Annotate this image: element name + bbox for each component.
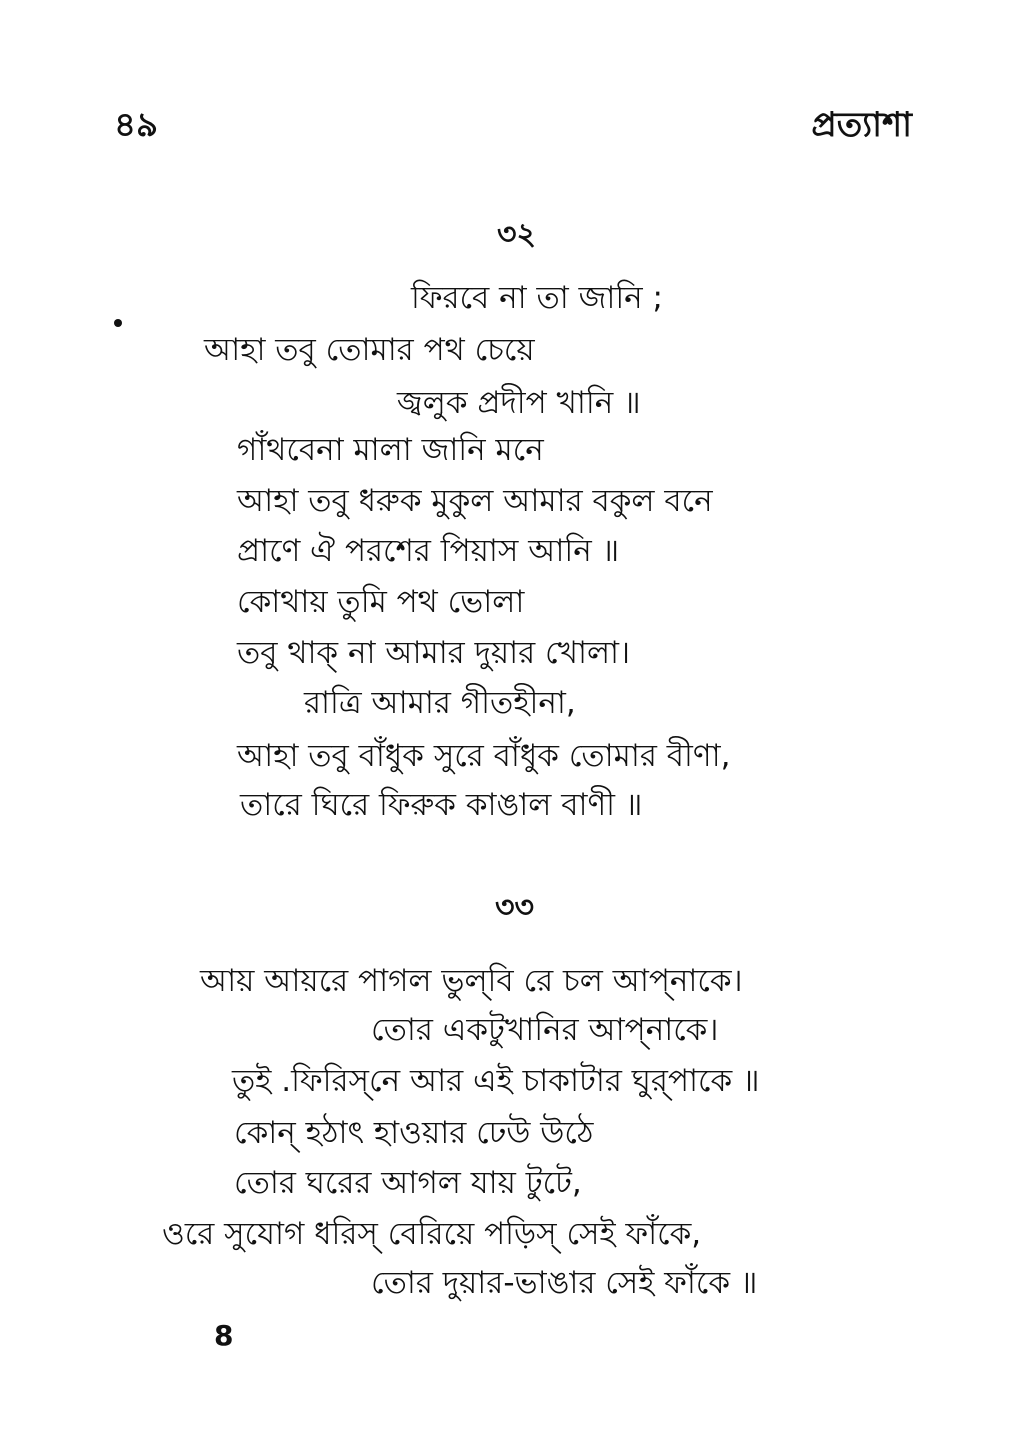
margin-dot (114, 319, 122, 327)
verse-line: তারে ঘিরে ফিরুক কাঙাল বাণী ॥ (240, 787, 643, 823)
verse-line: আহা তবু তোমার পথ চেয়ে (204, 332, 535, 368)
running-title: প্রত্যাশা (811, 105, 912, 145)
verse-line: তোর ঘরের আগল যায় টুটে, (234, 1165, 582, 1201)
verse-line: কোন্‌ হঠাৎ হাওয়ার ঢেউ উঠে (234, 1115, 594, 1151)
verse-line: কোথায় তুমি পথ ভোলা (237, 584, 525, 620)
verse-line: তবু থাক্‌ না আমার দুয়ার খোলা। (237, 635, 631, 671)
signature-mark: 8 (214, 1319, 234, 1352)
verse-line: আহা তবু বাঁধুক সুরে বাঁধুক তোমার বীণা, (237, 738, 731, 774)
page-number: ৪৯ (114, 105, 159, 145)
verse-line: ফিরবে না তা জানি ; (411, 280, 663, 316)
verse-line: তোর একটুখানির আপ্‌নাকে। (371, 1012, 719, 1048)
verse-line: আয় আয়রে পাগল ভুল্‌বি রে চল আপ্‌নাকে। (200, 963, 743, 999)
verse-line: গাঁথবেনা মালা জানি মনে (237, 432, 544, 468)
verse-line: তোর দুয়ার-ভাঙার সেই ফাঁকে ॥ (371, 1265, 758, 1301)
verse-line: তুই .ফিরিস্‌নে আর এই চাকাটার ঘুর্‌পাকে ॥ (232, 1063, 760, 1099)
verse-line: জ্বলুক প্রদীপ খানি ॥ (397, 385, 641, 421)
verse-line: প্রাণে ঐ পরশের পিয়াস আনি ॥ (237, 533, 620, 569)
verse-line: রাত্রি আমার গীতহীনা, (304, 685, 576, 721)
song-number: ৩২ (497, 217, 537, 252)
song-number: ৩৩ (495, 890, 535, 925)
verse-line: আহা তবু ধরুক মুকুল আমার বকুল বনে (237, 483, 713, 519)
verse-line: ওরে সুযোগ ধরিস্‌ বেরিয়ে পড়িস্‌ সেই ফাঁকে, (162, 1216, 702, 1252)
